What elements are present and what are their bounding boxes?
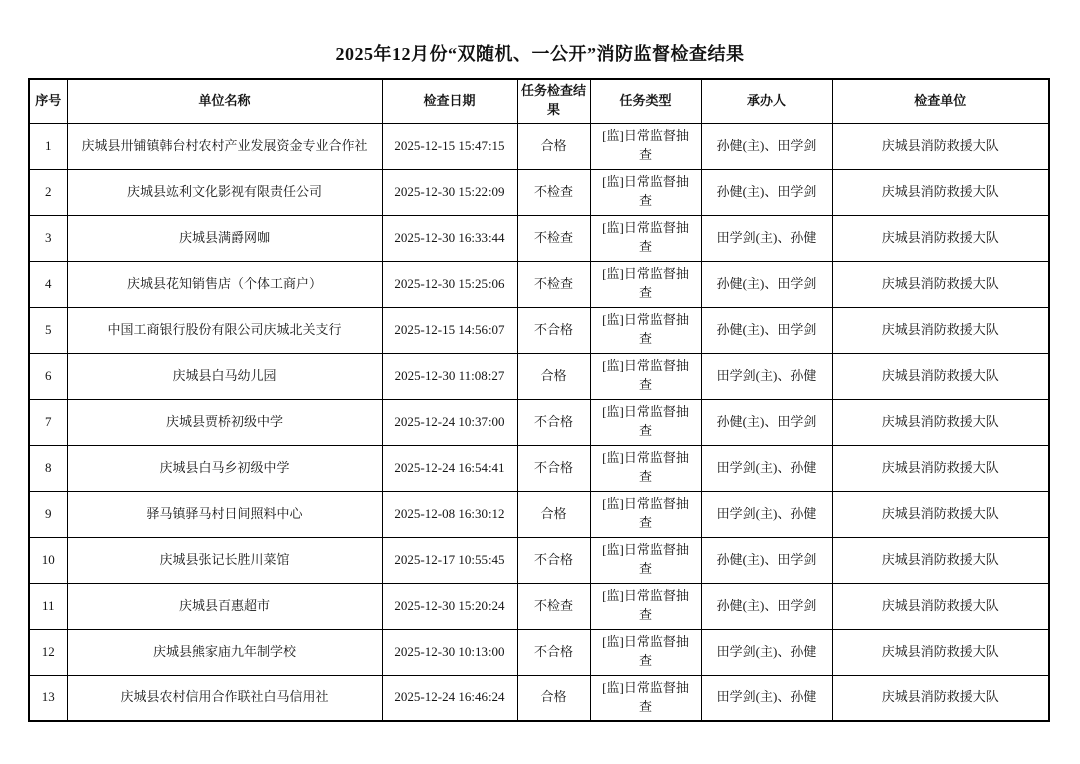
cell-index: 12 xyxy=(29,629,67,675)
cell-inspect-unit: 庆城县消防救援大队 xyxy=(832,261,1049,307)
cell-handler: 田学剑(主)、孙健 xyxy=(701,353,832,399)
cell-result: 不合格 xyxy=(517,537,590,583)
cell-inspect-unit: 庆城县消防救援大队 xyxy=(832,123,1049,169)
cell-result: 不检查 xyxy=(517,169,590,215)
cell-unit-name: 庆城县卅铺镇韩台村农村产业发展资金专业合作社 xyxy=(67,123,382,169)
cell-index: 2 xyxy=(29,169,67,215)
cell-date: 2025-12-30 16:33:44 xyxy=(382,215,517,261)
cell-index: 9 xyxy=(29,491,67,537)
cell-unit-name: 庆城县张记长胜川菜馆 xyxy=(67,537,382,583)
cell-unit-name: 庆城县白马乡初级中学 xyxy=(67,445,382,491)
cell-inspect-unit: 庆城县消防救援大队 xyxy=(832,583,1049,629)
cell-task-type: [监]日常监督抽查 xyxy=(590,399,701,445)
cell-date: 2025-12-30 11:08:27 xyxy=(382,353,517,399)
cell-task-type: [监]日常监督抽查 xyxy=(590,491,701,537)
cell-handler: 田学剑(主)、孙健 xyxy=(701,445,832,491)
cell-task-type: [监]日常监督抽查 xyxy=(590,261,701,307)
cell-inspect-unit: 庆城县消防救援大队 xyxy=(832,675,1049,721)
column-header-unit-name: 单位名称 xyxy=(67,79,382,123)
table-row xyxy=(29,675,1049,721)
cell-handler: 田学剑(主)、孙健 xyxy=(701,491,832,537)
column-header-inspect-unit: 检查单位 xyxy=(832,79,1049,123)
cell-inspect-unit: 庆城县消防救援大队 xyxy=(832,399,1049,445)
cell-result: 不合格 xyxy=(517,399,590,445)
table-row xyxy=(29,445,1049,491)
column-header-index: 序号 xyxy=(29,79,67,123)
cell-result: 不合格 xyxy=(517,445,590,491)
column-header-date: 检查日期 xyxy=(382,79,517,123)
cell-handler: 孙健(主)、田学剑 xyxy=(701,537,832,583)
column-header-task-type: 任务类型 xyxy=(590,79,701,123)
table-row xyxy=(29,537,1049,583)
table-row xyxy=(29,123,1049,169)
cell-date: 2025-12-30 15:25:06 xyxy=(382,261,517,307)
inspection-results-table xyxy=(28,78,1050,722)
table-row xyxy=(29,353,1049,399)
cell-inspect-unit: 庆城县消防救援大队 xyxy=(832,169,1049,215)
cell-task-type: [监]日常监督抽查 xyxy=(590,215,701,261)
cell-task-type: [监]日常监督抽查 xyxy=(590,629,701,675)
cell-result: 合格 xyxy=(517,675,590,721)
cell-handler: 田学剑(主)、孙健 xyxy=(701,215,832,261)
cell-unit-name: 庆城县熊家庙九年制学校 xyxy=(67,629,382,675)
cell-unit-name: 中国工商银行股份有限公司庆城北关支行 xyxy=(67,307,382,353)
cell-date: 2025-12-15 15:47:15 xyxy=(382,123,517,169)
cell-unit-name: 庆城县白马幼儿园 xyxy=(67,353,382,399)
cell-task-type: [监]日常监督抽查 xyxy=(590,169,701,215)
cell-index: 10 xyxy=(29,537,67,583)
cell-handler: 田学剑(主)、孙健 xyxy=(701,675,832,721)
cell-index: 3 xyxy=(29,215,67,261)
cell-task-type: [监]日常监督抽查 xyxy=(590,537,701,583)
cell-inspect-unit: 庆城县消防救援大队 xyxy=(832,353,1049,399)
cell-unit-name: 庆城县竑利文化影视有限责任公司 xyxy=(67,169,382,215)
cell-handler: 孙健(主)、田学剑 xyxy=(701,583,832,629)
cell-handler: 孙健(主)、田学剑 xyxy=(701,399,832,445)
cell-handler: 孙健(主)、田学剑 xyxy=(701,261,832,307)
table-row xyxy=(29,307,1049,353)
table-row xyxy=(29,583,1049,629)
cell-inspect-unit: 庆城县消防救援大队 xyxy=(832,491,1049,537)
cell-inspect-unit: 庆城县消防救援大队 xyxy=(832,537,1049,583)
cell-index: 11 xyxy=(29,583,67,629)
cell-result: 合格 xyxy=(517,491,590,537)
cell-result: 合格 xyxy=(517,353,590,399)
cell-result: 不检查 xyxy=(517,583,590,629)
header-row xyxy=(29,79,1049,123)
table-row xyxy=(29,215,1049,261)
cell-task-type: [监]日常监督抽查 xyxy=(590,123,701,169)
table-row xyxy=(29,629,1049,675)
cell-unit-name: 庆城县百惠超市 xyxy=(67,583,382,629)
cell-inspect-unit: 庆城县消防救援大队 xyxy=(832,629,1049,675)
cell-task-type: [监]日常监督抽查 xyxy=(590,583,701,629)
cell-date: 2025-12-24 10:37:00 xyxy=(382,399,517,445)
table-body xyxy=(29,123,1049,721)
page-title: 2025年12月份“双随机、一公开”消防监督检查结果 xyxy=(335,44,745,64)
cell-task-type: [监]日常监督抽查 xyxy=(590,307,701,353)
cell-inspect-unit: 庆城县消防救援大队 xyxy=(832,445,1049,491)
cell-unit-name: 驿马镇驿马村日间照料中心 xyxy=(67,491,382,537)
table-row xyxy=(29,169,1049,215)
cell-handler: 孙健(主)、田学剑 xyxy=(701,169,832,215)
cell-handler: 孙健(主)、田学剑 xyxy=(701,307,832,353)
cell-date: 2025-12-24 16:46:24 xyxy=(382,675,517,721)
table-row xyxy=(29,491,1049,537)
cell-task-type: [监]日常监督抽查 xyxy=(590,675,701,721)
cell-handler: 孙健(主)、田学剑 xyxy=(701,123,832,169)
column-header-result: 任务检查结果 xyxy=(517,79,590,123)
cell-result: 不合格 xyxy=(517,307,590,353)
table-row xyxy=(29,399,1049,445)
cell-unit-name: 庆城县贾桥初级中学 xyxy=(67,399,382,445)
cell-task-type: [监]日常监督抽查 xyxy=(590,353,701,399)
cell-date: 2025-12-30 15:22:09 xyxy=(382,169,517,215)
cell-date: 2025-12-15 14:56:07 xyxy=(382,307,517,353)
table-row xyxy=(29,261,1049,307)
cell-result: 不合格 xyxy=(517,629,590,675)
cell-task-type: [监]日常监督抽查 xyxy=(590,445,701,491)
cell-result: 不检查 xyxy=(517,261,590,307)
cell-inspect-unit: 庆城县消防救援大队 xyxy=(832,307,1049,353)
cell-index: 4 xyxy=(29,261,67,307)
cell-unit-name: 庆城县花知销售店（个体工商户） xyxy=(67,261,382,307)
cell-index: 13 xyxy=(29,675,67,721)
cell-result: 不检查 xyxy=(517,215,590,261)
cell-index: 8 xyxy=(29,445,67,491)
cell-unit-name: 庆城县满爵网咖 xyxy=(67,215,382,261)
cell-index: 1 xyxy=(29,123,67,169)
cell-date: 2025-12-30 15:20:24 xyxy=(382,583,517,629)
cell-date: 2025-12-24 16:54:41 xyxy=(382,445,517,491)
column-header-handler: 承办人 xyxy=(701,79,832,123)
cell-inspect-unit: 庆城县消防救援大队 xyxy=(832,215,1049,261)
cell-result: 合格 xyxy=(517,123,590,169)
cell-index: 6 xyxy=(29,353,67,399)
cell-index: 5 xyxy=(29,307,67,353)
cell-date: 2025-12-08 16:30:12 xyxy=(382,491,517,537)
cell-unit-name: 庆城县农村信用合作联社白马信用社 xyxy=(67,675,382,721)
cell-index: 7 xyxy=(29,399,67,445)
cell-date: 2025-12-17 10:55:45 xyxy=(382,537,517,583)
cell-handler: 田学剑(主)、孙健 xyxy=(701,629,832,675)
cell-date: 2025-12-30 10:13:00 xyxy=(382,629,517,675)
